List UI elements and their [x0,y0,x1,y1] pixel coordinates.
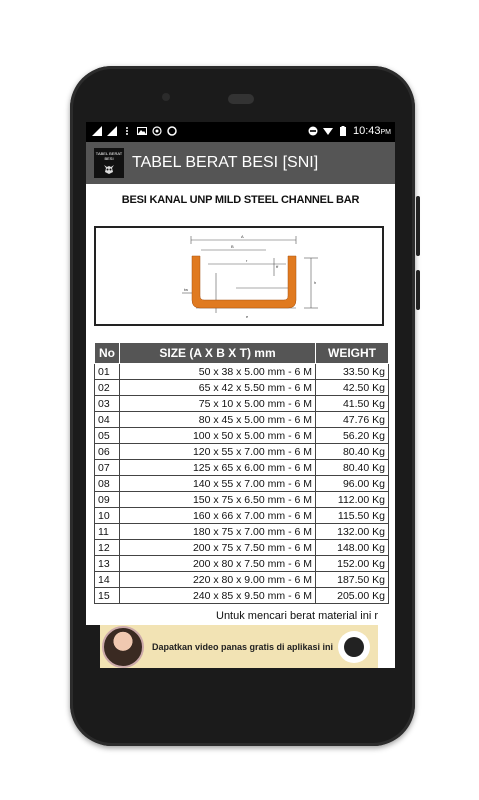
table-row [95,380,389,396]
row-no: 01 [95,364,120,380]
page-subtitle: BESI KANAL UNP MILD STEEL CHANNEL BAR [121,194,360,206]
weight-table [94,342,389,604]
row-weight: 33.50 Kg [316,364,389,380]
clock: 10:43PM [352,125,391,137]
row-no: 13 [95,556,120,572]
row-no: 15 [95,588,120,604]
earpiece [228,94,254,104]
svg-text:B: B [231,244,234,249]
status-left-icons [92,126,177,136]
weight-table-container [94,342,389,604]
table-row [95,556,389,572]
row-weight: 205.00 Kg [316,588,389,604]
row-weight: 47.76 Kg [316,412,389,428]
row-size: 50 x 38 x 5.00 mm - 6 M [120,364,316,380]
table-row [95,364,389,380]
marquee-label: Untuk mencari berat material ini r [216,610,379,622]
battery-icon [338,126,348,136]
row-weight: 96.00 Kg [316,476,389,492]
row-no: 07 [95,460,120,476]
app-notification-icon [167,126,177,136]
row-size: 100 x 50 x 5.00 mm - 6 M [120,428,316,444]
row-size: 125 x 65 x 6.00 mm - 6 M [120,460,316,476]
row-no: 11 [95,524,120,540]
row-weight: 187.50 Kg [316,572,389,588]
svg-text:tw: tw [184,287,188,292]
skull-icon [103,163,115,175]
row-weight: 152.00 Kg [316,556,389,572]
ad-text: Dapatkan video panas gratis di aplikasi ini [152,641,334,652]
row-weight: 115.50 Kg [316,508,389,524]
logo-text: TABEL BERAT [95,151,123,156]
signal-icon [92,126,102,136]
screen [86,122,395,668]
row-size: 240 x 85 x 9.50 mm - 6 M [120,588,316,604]
row-size: 120 x 55 x 7.00 mm - 6 M [120,444,316,460]
table-row [95,588,389,604]
status-bar [86,122,395,142]
ad-banner[interactable] [100,625,378,668]
row-size: 200 x 75 x 7.50 mm - 6 M [120,540,316,556]
table-header-row [95,343,389,364]
svg-text:A: A [241,234,244,239]
row-weight: 80.40 Kg [316,444,389,460]
row-size: 80 x 45 x 5.00 mm - 6 M [120,412,316,428]
volume-button [416,270,420,310]
app-title: TABEL BERAT BESI [SNI] [132,154,319,171]
app-logo [94,148,124,178]
whatsapp-icon [152,126,162,136]
content-scroll[interactable] [86,184,395,625]
column-header-no: No [95,343,120,364]
row-no: 12 [95,540,120,556]
column-header-weight: WEIGHT [316,343,389,364]
row-weight: 42.50 Kg [316,380,389,396]
row-weight: 148.00 Kg [316,540,389,556]
row-no: 08 [95,476,120,492]
row-no: 06 [95,444,120,460]
row-size: 150 x 75 x 6.50 mm - 6 M [120,492,316,508]
row-size: 140 x 55 x 7.00 mm - 6 M [120,476,316,492]
row-size: 65 x 42 x 5.50 mm - 6 M [120,380,316,396]
image-icon [137,126,147,136]
signal-icon [107,126,117,136]
channel-cross-section [96,228,382,324]
table-row [95,508,389,524]
row-no: 10 [95,508,120,524]
table-row [95,428,389,444]
svg-text:r: r [246,258,248,263]
front-camera [162,93,170,101]
row-no: 14 [95,572,120,588]
ad-button-icon [344,637,364,657]
ad-left-edge [86,625,100,668]
channel-diagram [94,226,384,326]
table-row [95,396,389,412]
table-row [95,540,389,556]
row-weight: 80.40 Kg [316,460,389,476]
row-size: 200 x 80 x 7.50 mm - 6 M [120,556,316,572]
app-bar [86,142,395,184]
row-no: 09 [95,492,120,508]
row-no: 05 [95,428,120,444]
row-size: 180 x 75 x 7.00 mm - 6 M [120,524,316,540]
do-not-disturb-icon [308,126,318,136]
table-row [95,492,389,508]
row-size: 75 x 10 x 5.00 mm - 6 M [120,396,316,412]
row-no: 02 [95,380,120,396]
table-row [95,412,389,428]
row-no: 03 [95,396,120,412]
table-row [95,572,389,588]
ad-avatar [102,626,144,668]
row-weight: 112.00 Kg [316,492,389,508]
more-icon [122,126,132,136]
logo-text: BESI [104,156,114,161]
row-size: 160 x 66 x 7.00 mm - 6 M [120,508,316,524]
row-weight: 56.20 Kg [316,428,389,444]
table-row [95,444,389,460]
power-button [416,196,420,256]
row-weight: 41.50 Kg [316,396,389,412]
svg-text:e: e [246,314,249,319]
ad-action-button[interactable] [338,631,370,663]
marquee-text [86,609,395,625]
column-header-size: SIZE (A X B X T) mm [120,343,316,364]
status-right-icons [308,125,391,137]
row-weight: 132.00 Kg [316,524,389,540]
row-no: 04 [95,412,120,428]
wifi-icon [323,126,333,136]
row-size: 220 x 80 x 9.00 mm - 6 M [120,572,316,588]
table-row [95,460,389,476]
table-row [95,476,389,492]
table-row [95,524,389,540]
svg-text:tf: tf [276,264,279,269]
svg-text:h: h [314,280,317,285]
